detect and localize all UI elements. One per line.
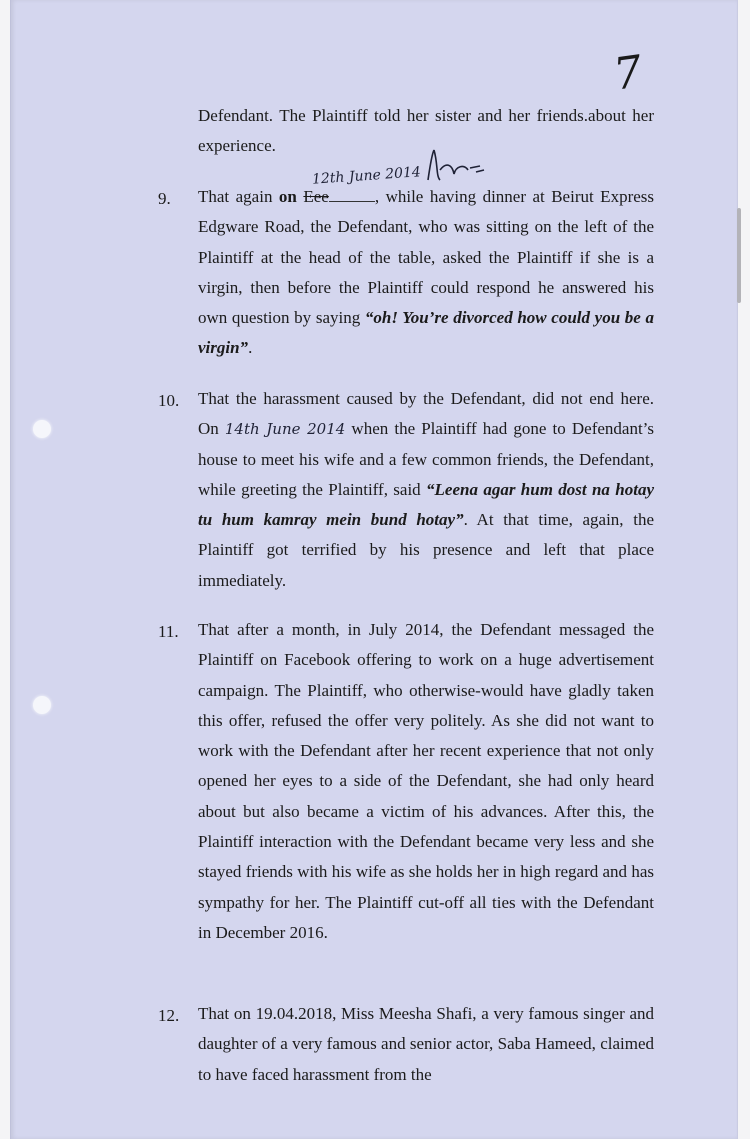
scrollbar[interactable] (737, 208, 741, 303)
paragraph-continuation: Defendant. The Plaintiff told her sister and her friends.about her experience. (198, 106, 654, 156)
struck-word: on (278, 187, 297, 206)
item-number-11: 11. (158, 622, 179, 641)
item-number-9: 9. (158, 189, 171, 208)
paragraph-9-text-a: That again (198, 187, 279, 206)
paragraph-9-text-c: . (248, 338, 253, 358)
paragraph-11: That after a month, in July 2014, the Defendant messaged the Plaintiff on Facebook offering to work on a huge advertisement campaign. The Plaintiff, who otherwise-would have gladly taken this offer, refused the offer very politely. As she did not want to work with the Defendant after her recent experience that not only opened her eyes to a side of the Defendant, she had only heard about but also became a victim of his advances. After this, the Plaintiff interaction with the Defendant became very less and she stayed friends with his wife as she holds her in high regard and has sympathy for her. The Plaintiff cut-off all ties with the Defendant in December 2016. (198, 620, 654, 942)
item-number-10: 10. (158, 391, 180, 410)
paragraph-9 (198, 182, 654, 364)
initials-signature (420, 146, 490, 186)
item-number-12: 12. (158, 1006, 180, 1025)
paragraph-10-text-a: That the harassment caused by the Defendant, did not end here. On (198, 389, 654, 439)
paragraph-10-text-c: . At that time, again, the Plaintiff got terrified by his presence and left that place immediately. (198, 510, 654, 590)
paragraph-12: That on 19.04.2018, Miss Meesha Shafi, a very famous singer and daughter of a very famous and senior actor, Saba Hameed, claimed to have faced harassment from the (198, 1004, 654, 1084)
handwritten-page-number: 7 (610, 46, 646, 101)
punch-hole (33, 696, 51, 714)
paragraph-10-text-b: when the Plaintiff had gone to Defendant’s house to meet his wife and a few common friends, the Defendant, while greeting the Plaintiff, said (198, 419, 655, 499)
paragraph-9-text-b: , while having dinner at Beirut Express Edgware Road, the Defendant, who was sitting on the left of the Plaintiff at the head of the table, asked the Plaintiff if she is a virgin, then before the Plaintiff could respond he answered his own question by saying (198, 187, 655, 328)
handwritten-date-annotation: 14th June 2014 (224, 420, 346, 439)
punch-hole (33, 420, 51, 438)
paragraph-10 (198, 384, 654, 596)
paragraph-10-quote: “Leena agar hum dost na hotay tu hum kamray mein bund hotay” (198, 479, 654, 530)
struck-value: Eee (303, 182, 374, 212)
handwritten-date-annotation: 12th June 2014 (311, 164, 422, 188)
paragraph-9-quote: “oh! You’re divorced how could you be a virgin” (198, 308, 654, 358)
